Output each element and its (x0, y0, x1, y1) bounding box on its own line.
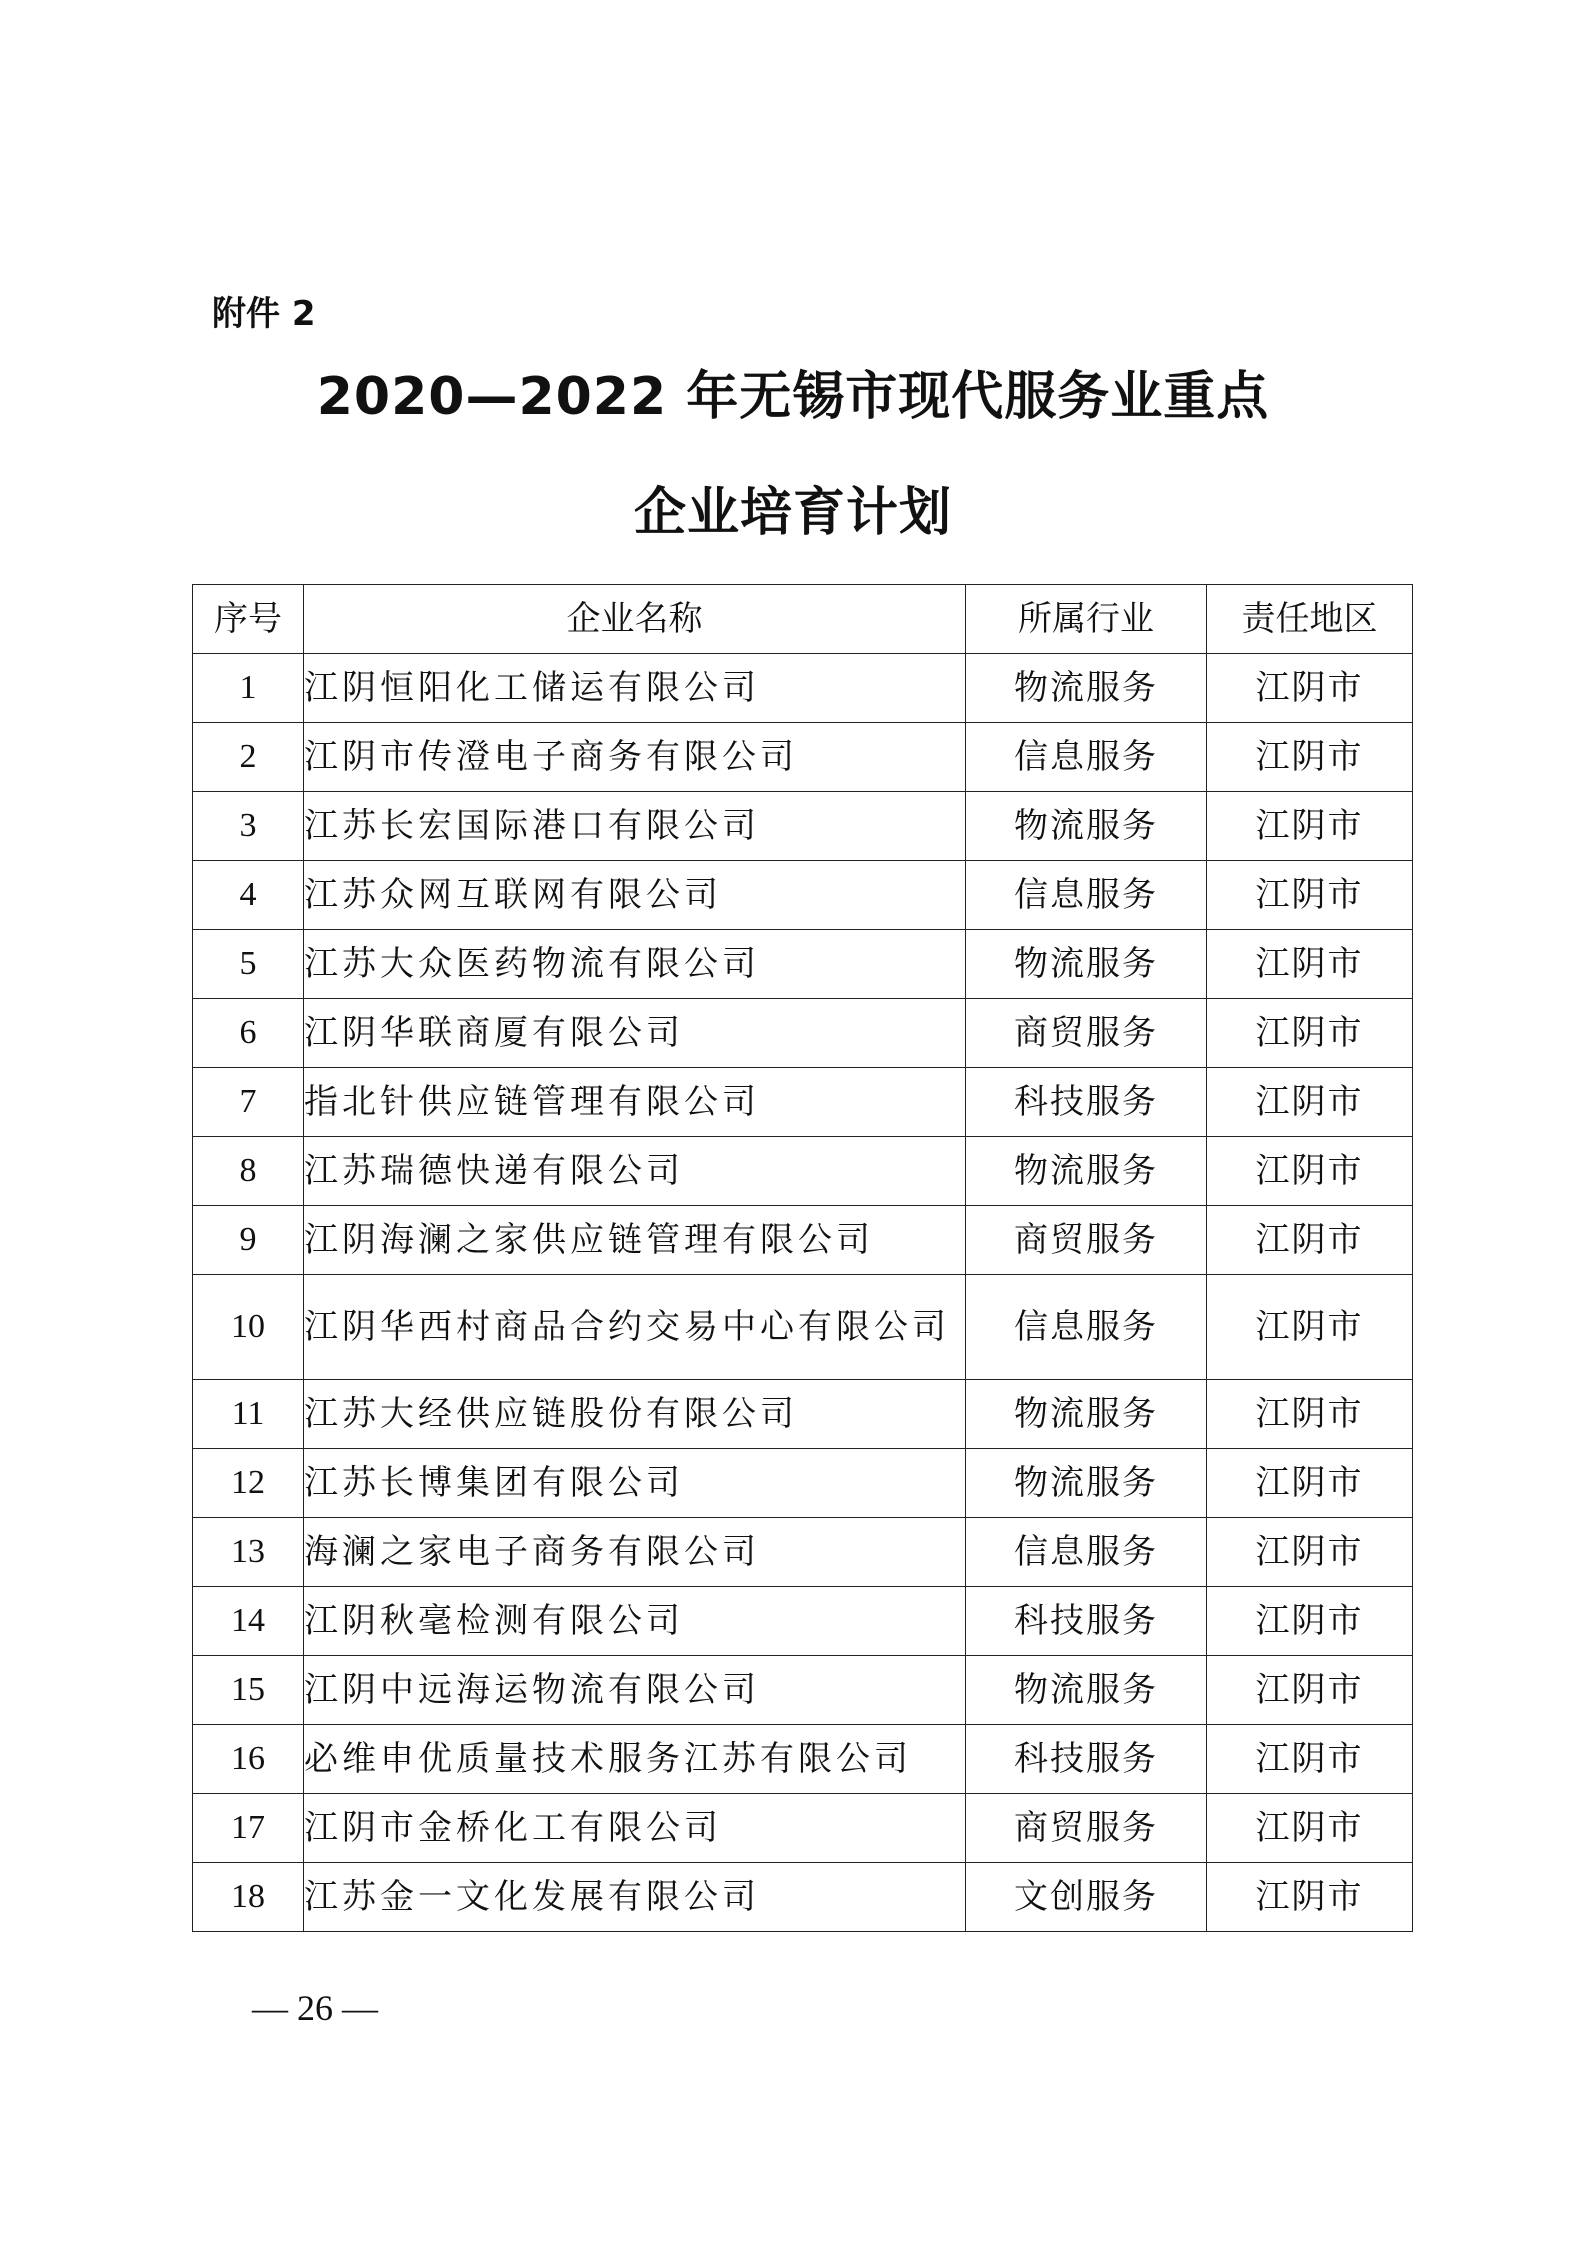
region: 江阴市 (1207, 1794, 1413, 1863)
enterprise-name: 江阴海澜之家供应链管理有限公司 (304, 1206, 966, 1275)
row-number: 3 (193, 792, 304, 861)
industry: 物流服务 (966, 1656, 1207, 1725)
industry: 科技服务 (966, 1068, 1207, 1137)
table-row (193, 1725, 1413, 1794)
enterprise-name: 江阴市传澄电子商务有限公司 (304, 723, 966, 792)
row-number: 16 (193, 1725, 304, 1794)
row-number: 17 (193, 1794, 304, 1863)
document-title-line-1: 2020—2022 年无锡市现代服务业重点 (316, 367, 1270, 427)
industry: 物流服务 (966, 792, 1207, 861)
attachment-label: 附件 2 (212, 294, 316, 334)
enterprise-name: 江苏众网互联网有限公司 (304, 861, 966, 930)
header-industry: 所属行业 (966, 585, 1207, 654)
table-row (193, 1656, 1413, 1725)
region: 江阴市 (1207, 1863, 1413, 1932)
table-header-row (193, 585, 1413, 654)
table-row (193, 1206, 1413, 1275)
row-number: 9 (193, 1206, 304, 1275)
enterprise-name: 江苏瑞德快递有限公司 (304, 1137, 966, 1206)
table-row (193, 1794, 1413, 1863)
table-row (193, 999, 1413, 1068)
header-serial-number: 序号 (193, 585, 304, 654)
table-row (193, 1863, 1413, 1932)
enterprise-name: 江阴华联商厦有限公司 (304, 999, 966, 1068)
table-row (193, 930, 1413, 999)
region: 江阴市 (1207, 1275, 1413, 1380)
table-row (193, 1137, 1413, 1206)
industry: 信息服务 (966, 1275, 1207, 1380)
enterprise-name: 海澜之家电子商务有限公司 (304, 1518, 966, 1587)
industry: 物流服务 (966, 1449, 1207, 1518)
region: 江阴市 (1207, 1137, 1413, 1206)
industry: 商贸服务 (966, 1206, 1207, 1275)
row-number: 2 (193, 723, 304, 792)
document-title-line-2: 企业培育计划 (633, 483, 952, 543)
enterprise-name: 江阴恒阳化工储运有限公司 (304, 654, 966, 723)
region: 江阴市 (1207, 1449, 1413, 1518)
enterprise-name: 江苏大众医药物流有限公司 (304, 930, 966, 999)
table-row (193, 1518, 1413, 1587)
row-number: 7 (193, 1068, 304, 1137)
table-row (193, 1449, 1413, 1518)
enterprise-name: 江阴中远海运物流有限公司 (304, 1656, 966, 1725)
row-number: 6 (193, 999, 304, 1068)
page-number: — 26 — (252, 1988, 378, 2028)
row-number: 15 (193, 1656, 304, 1725)
enterprise-name: 江阴秋毫检测有限公司 (304, 1587, 966, 1656)
enterprise-table (192, 584, 1413, 1932)
table-row (193, 1275, 1413, 1380)
industry: 物流服务 (966, 1137, 1207, 1206)
row-number: 1 (193, 654, 304, 723)
row-number: 4 (193, 861, 304, 930)
table-row (193, 1587, 1413, 1656)
industry: 信息服务 (966, 723, 1207, 792)
table-row (193, 861, 1413, 930)
row-number: 13 (193, 1518, 304, 1587)
enterprise-name: 江苏长宏国际港口有限公司 (304, 792, 966, 861)
region: 江阴市 (1207, 999, 1413, 1068)
region: 江阴市 (1207, 861, 1413, 930)
row-number: 5 (193, 930, 304, 999)
header-region: 责任地区 (1207, 585, 1413, 654)
industry: 商贸服务 (966, 999, 1207, 1068)
enterprise-name: 江苏长博集团有限公司 (304, 1449, 966, 1518)
row-number: 18 (193, 1863, 304, 1932)
region: 江阴市 (1207, 1206, 1413, 1275)
row-number: 12 (193, 1449, 304, 1518)
row-number: 11 (193, 1380, 304, 1449)
enterprise-name: 江苏金一文化发展有限公司 (304, 1863, 966, 1932)
region: 江阴市 (1207, 792, 1413, 861)
industry: 物流服务 (966, 1380, 1207, 1449)
region: 江阴市 (1207, 1587, 1413, 1656)
enterprise-name: 江苏大经供应链股份有限公司 (304, 1380, 966, 1449)
enterprise-name: 江阴市金桥化工有限公司 (304, 1794, 966, 1863)
header-enterprise-name: 企业名称 (304, 585, 966, 654)
table-row (193, 1068, 1413, 1137)
region: 江阴市 (1207, 1656, 1413, 1725)
region: 江阴市 (1207, 930, 1413, 999)
table-row (193, 723, 1413, 792)
industry: 科技服务 (966, 1587, 1207, 1656)
industry: 物流服务 (966, 930, 1207, 999)
enterprise-name: 江阴华西村商品合约交易中心有限公司 (304, 1275, 966, 1380)
enterprise-name: 指北针供应链管理有限公司 (304, 1068, 966, 1137)
region: 江阴市 (1207, 723, 1413, 792)
row-number: 8 (193, 1137, 304, 1206)
row-number: 10 (193, 1275, 304, 1380)
industry: 科技服务 (966, 1725, 1207, 1794)
region: 江阴市 (1207, 1380, 1413, 1449)
region: 江阴市 (1207, 1725, 1413, 1794)
table-row (193, 654, 1413, 723)
industry: 物流服务 (966, 654, 1207, 723)
table-row (193, 1380, 1413, 1449)
row-number: 14 (193, 1587, 304, 1656)
region: 江阴市 (1207, 1068, 1413, 1137)
region: 江阴市 (1207, 1518, 1413, 1587)
industry: 商贸服务 (966, 1794, 1207, 1863)
enterprise-name: 必维申优质量技术服务江苏有限公司 (304, 1725, 966, 1794)
table-row (193, 792, 1413, 861)
industry: 信息服务 (966, 1518, 1207, 1587)
industry: 文创服务 (966, 1863, 1207, 1932)
industry: 信息服务 (966, 861, 1207, 930)
region: 江阴市 (1207, 654, 1413, 723)
